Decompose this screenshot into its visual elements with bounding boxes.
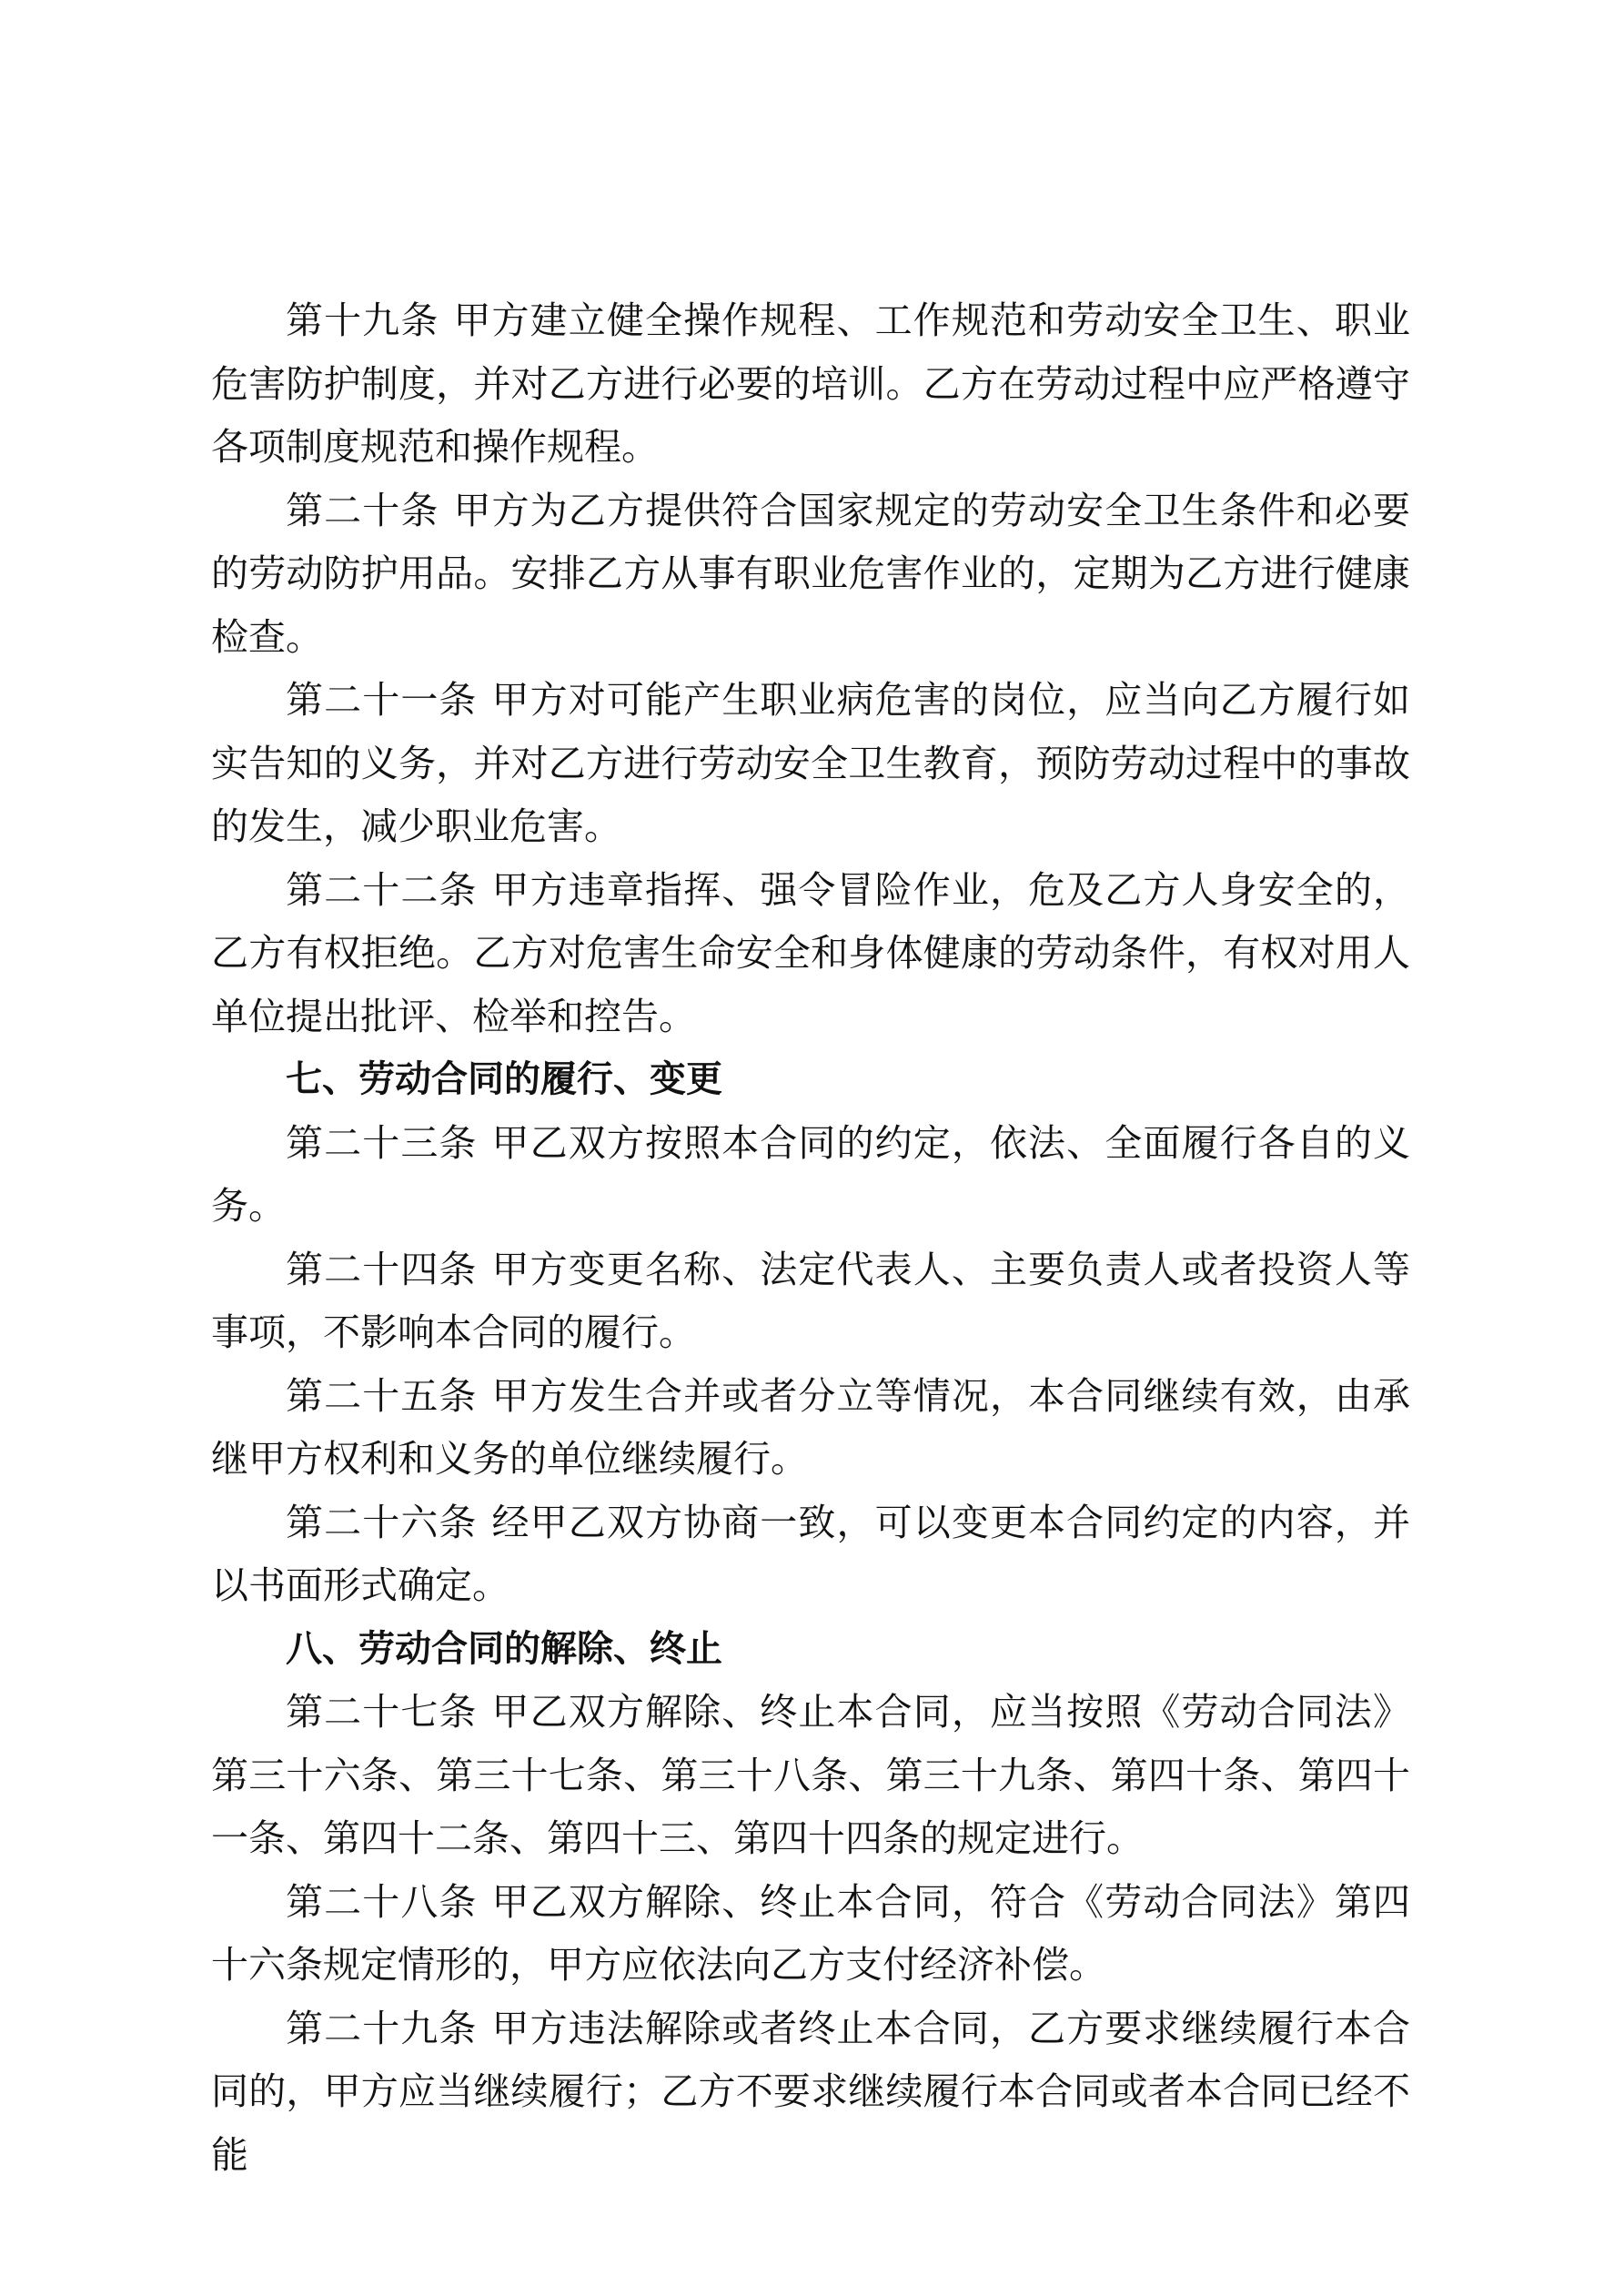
article-21 [211,669,1410,859]
article-23 [211,1112,1410,1239]
article-29 [211,1998,1410,2188]
article-text: 甲乙双方解除、终止本合同，符合《劳动合同法》第四十六条规定情形的，甲方应依法向乙方支付经济补偿。 [211,1879,1411,1987]
article-25 [211,1365,1410,1492]
section-heading-8: 八、劳动合同的解除、终止 [286,1627,722,1670]
article-number: 第二十五条 [286,1373,478,1418]
article-number: 第二十一条 [286,678,478,722]
article-number: 第二十条 [286,488,439,532]
article-text: 甲乙双方按照本合同的约定，依法、全面履行各自的义务。 [211,1120,1411,1228]
article-text: 经甲乙双方协商一致，可以变更本合同约定的内容，并以书面形式确定。 [211,1500,1411,1607]
article-26 [211,1492,1410,1618]
article-number: 第二十二条 [286,867,478,912]
article-number: 第二十六条 [286,1500,478,1544]
article-22 [211,859,1410,1049]
article-number: 第十九条 [286,298,439,342]
article-text: 甲方违章指挥、强令冒险作业，危及乙方人身安全的，乙方有权拒绝。乙方对危害生命安全和身体健康的劳动条件，有权对用人单位提出批评、检举和控告。 [211,867,1411,1038]
article-number: 第二十八条 [286,1879,478,1924]
article-text: 甲方发生合并或者分立等情况，本合同继续有效，由承继甲方权利和义务的单位继续履行。 [211,1373,1411,1481]
article-number: 第二十九条 [286,2006,478,2050]
article-number: 第二十四条 [286,1247,478,1291]
article-27 [211,1681,1410,1871]
article-19 [211,289,1410,480]
article-24 [211,1239,1410,1365]
article-28 [211,1871,1410,1998]
article-text: 甲方对可能产生职业病危害的岗位，应当向乙方履行如实告知的义务，并对乙方进行劳动安全卫生教育，预防劳动过程中的事故的发生，减少职业危害。 [211,678,1411,848]
article-20 [211,480,1410,670]
article-text: 甲方为乙方提供符合国家规定的劳动安全卫生条件和必要的劳动防护用品。安排乙方从事有职业危害作业的，定期为乙方进行健康检查。 [211,488,1411,659]
article-number: 第二十七条 [286,1690,478,1734]
article-text: 甲方违法解除或者终止本合同，乙方要求继续履行本合同的，甲方应当继续履行；乙方不要求继续履行本合同或者本合同已经不能 [211,2006,1411,2177]
section-heading-7: 七、劳动合同的履行、变更 [286,1058,722,1100]
article-number: 第二十三条 [286,1120,478,1165]
article-text: 甲方变更名称、法定代表人、主要负责人或者投资人等事项，不影响本合同的履行。 [211,1247,1411,1354]
article-text: 甲方建立健全操作规程、工作规范和劳动安全卫生、职业危害防护制度，并对乙方进行必要的培训。乙方在劳动过程中应严格遵守各项制度规范和操作规程。 [211,298,1411,469]
article-text: 甲乙双方解除、终止本合同，应当按照《劳动合同法》第三十六条、第三十七条、第三十八条、第三十九条、第四十条、第四十一条、第四十二条、第四十三、第四十四条的规定进行。 [211,1690,1411,1860]
document-body [211,289,1410,2187]
